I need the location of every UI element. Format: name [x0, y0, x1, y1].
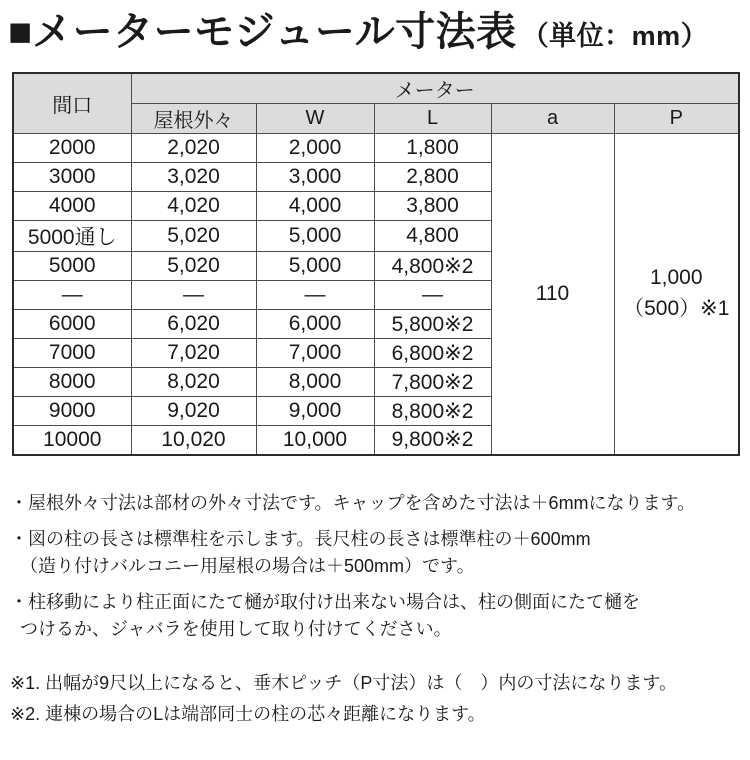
footnote-pillar-length [10, 526, 750, 580]
header-a: a [491, 104, 614, 134]
cell-maguchi: 5000通し [13, 221, 131, 252]
cell-a-merged: 110 [491, 134, 614, 455]
cell-l: 7,800※2 [374, 368, 491, 397]
remark-1: ※1. 出幅が9尺以上になると、垂木ピッチ（P寸法）は（ ）内の寸法になります。 [10, 672, 677, 693]
header-yane-sotozoto: 屋根外々 [131, 104, 256, 134]
cell-yane: 10,020 [131, 426, 256, 455]
cell-yane: 4,020 [131, 192, 256, 221]
cell-yane: 6,020 [131, 310, 256, 339]
cell-l: 6,800※2 [374, 339, 491, 368]
cell-yane: — [131, 281, 256, 310]
page-title-text: メーターモジュール寸法表 [32, 10, 517, 54]
cell-maguchi: 9000 [13, 397, 131, 426]
remark-2: ※2. 連棟の場合のLは端部同士の柱の芯々距離になります。 [10, 703, 486, 724]
title-square-icon: ■ [8, 10, 33, 54]
cell-w: 2,000 [256, 134, 374, 163]
table-row [13, 134, 739, 163]
footnote-downpipe [10, 589, 750, 643]
cell-yane: 2,020 [131, 134, 256, 163]
cell-yane: 7,020 [131, 339, 256, 368]
cell-l: 5,800※2 [374, 310, 491, 339]
cell-yane: 5,020 [131, 221, 256, 252]
header-w: W [256, 104, 374, 134]
cell-yane: 8,020 [131, 368, 256, 397]
cell-w: 5,000 [256, 221, 374, 252]
cell-maguchi: 7000 [13, 339, 131, 368]
cell-l: 8,800※2 [374, 397, 491, 426]
cell-p-merged [614, 134, 739, 455]
cell-w: 3,000 [256, 163, 374, 192]
page-title [8, 10, 750, 54]
header-maguchi: 間口 [13, 73, 131, 134]
cell-w: 8,000 [256, 368, 374, 397]
cell-l: 1,800 [374, 134, 491, 163]
footnotes [10, 490, 750, 643]
cell-maguchi: — [13, 281, 131, 310]
cell-maguchi: 8000 [13, 368, 131, 397]
cell-yane: 5,020 [131, 252, 256, 281]
cell-w: 9,000 [256, 397, 374, 426]
footnote-line: つけるか、ジャバラを使用して取り付けてください。 [20, 618, 452, 639]
cell-maguchi: 10000 [13, 426, 131, 455]
header-meter: メーター [131, 73, 739, 104]
cell-l: 4,800 [374, 221, 491, 252]
cell-l: 9,800※2 [374, 426, 491, 455]
cell-maguchi: 6000 [13, 310, 131, 339]
cell-maguchi: 2000 [13, 134, 131, 163]
cell-maguchi: 5000 [13, 252, 131, 281]
remarks [10, 668, 750, 730]
cell-w: 6,000 [256, 310, 374, 339]
cell-l: 2,800 [374, 163, 491, 192]
cell-maguchi: 4000 [13, 192, 131, 221]
header-l: L [374, 104, 491, 134]
title-unit-label: （単位：mm） [521, 21, 709, 51]
cell-w: 7,000 [256, 339, 374, 368]
cell-l: — [374, 281, 491, 310]
footnote-roof-dimension [10, 490, 750, 517]
footnote-line: ・柱移動により柱正面にたて樋が取付け出来ない場合は、柱の側面にたて樋を [10, 591, 640, 612]
cell-w: 10,000 [256, 426, 374, 455]
p-value-line1: 1,000 [649, 266, 703, 290]
cell-l: 3,800 [374, 192, 491, 221]
cell-yane: 3,020 [131, 163, 256, 192]
cell-yane: 9,020 [131, 397, 256, 426]
footnote-line: ・屋根外々寸法は部材の外々寸法です。キャップを含めた寸法は＋6mmになります。 [10, 492, 696, 513]
cell-maguchi: 3000 [13, 163, 131, 192]
cell-l: 4,800※2 [374, 252, 491, 281]
cell-w: — [256, 281, 374, 310]
cell-w: 5,000 [256, 252, 374, 281]
footnote-line: ・図の柱の長さは標準柱を示します。長尺柱の長さは標準柱の＋600mm [10, 528, 591, 549]
header-p: P [614, 104, 739, 134]
cell-w: 4,000 [256, 192, 374, 221]
p-value-line2: （500）※1 [623, 296, 730, 320]
dimension-table [12, 72, 740, 456]
table-header-row-1 [13, 73, 739, 104]
footnote-line: （造り付けバルコニー用屋根の場合は＋500mm）です。 [20, 555, 475, 576]
